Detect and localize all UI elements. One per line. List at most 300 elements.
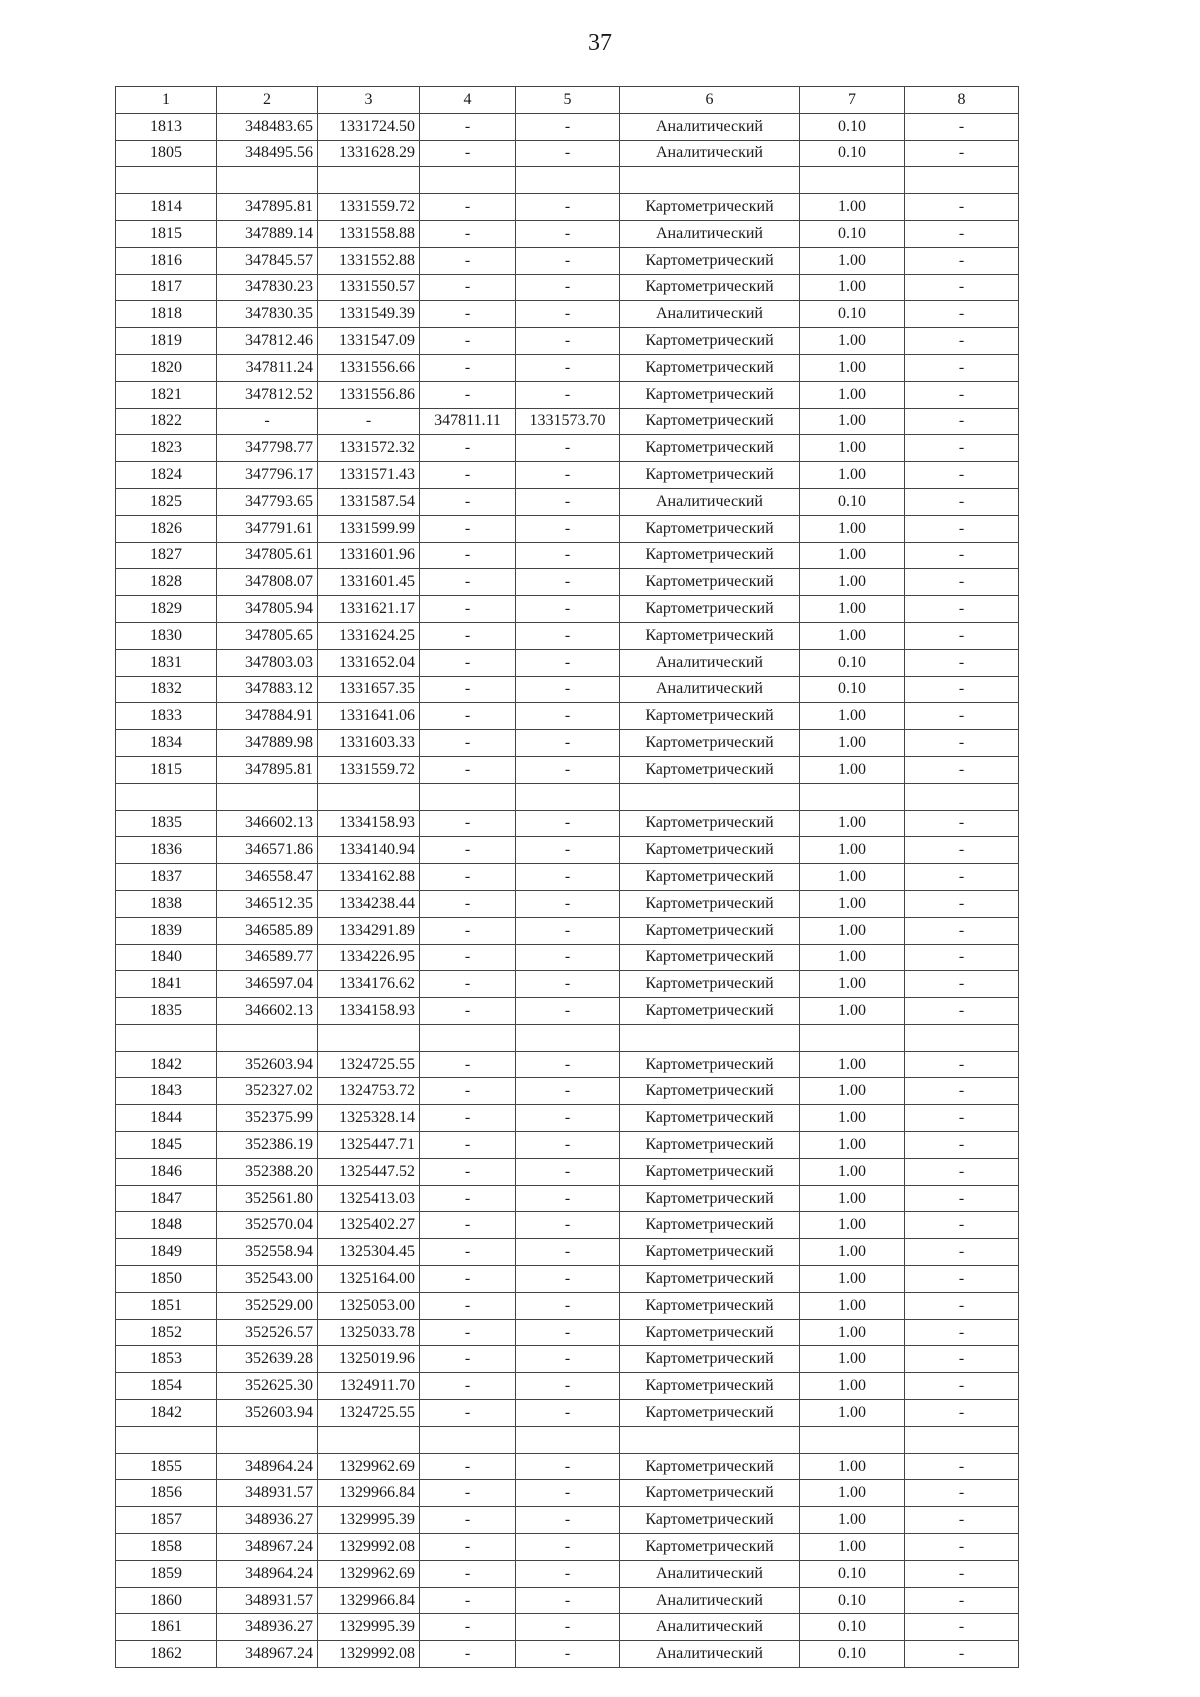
table-cell-col-1: 1853: [116, 1346, 217, 1373]
table-cell-col-7: 1.00: [800, 408, 905, 435]
table-cell-col-3: 1324725.55: [318, 1400, 420, 1427]
table-cell-col-7: 1.00: [800, 756, 905, 783]
table-row: [116, 864, 1019, 891]
table-cell-col-8: -: [905, 1587, 1019, 1614]
table-cell-col-6: Картометрический: [620, 730, 800, 757]
table-cell-col-2: 347884.91: [217, 703, 318, 730]
table-cell-col-6: Аналитический: [620, 301, 800, 328]
table-cell-col-8: -: [905, 1051, 1019, 1078]
table-cell-col-3: 1334238.44: [318, 890, 420, 917]
table-cell-col-3: 1334226.95: [318, 944, 420, 971]
table-cell-col-8: -: [905, 1614, 1019, 1641]
table-cell-col-4: -: [420, 1185, 516, 1212]
table-cell-col-8: -: [905, 140, 1019, 167]
table-cell-col-2: 352625.30: [217, 1373, 318, 1400]
table-cell-col-1: 1852: [116, 1319, 217, 1346]
table-cell-col-6: Аналитический: [620, 220, 800, 247]
table-row: [116, 194, 1019, 221]
table-separator-row: [116, 1426, 1019, 1453]
table-cell-col-5: -: [516, 301, 620, 328]
table-row: [116, 301, 1019, 328]
table-cell-col-7: 1.00: [800, 569, 905, 596]
table-cell-col-8: -: [905, 998, 1019, 1025]
table-cell-col-7: 1.00: [800, 810, 905, 837]
table-cell-col-3: 1334291.89: [318, 917, 420, 944]
table-cell-col-3: 1334162.88: [318, 864, 420, 891]
table-cell-col-1: 1850: [116, 1266, 217, 1293]
table-cell-col-1: 1856: [116, 1480, 217, 1507]
table-cell-col-8: -: [905, 408, 1019, 435]
table-cell-col-3: 1325328.14: [318, 1105, 420, 1132]
table-cell-col-8: -: [905, 810, 1019, 837]
table-cell-col-3: 1325447.52: [318, 1158, 420, 1185]
table-cell-col-1: 1819: [116, 328, 217, 355]
table-cell-col-2: 346585.89: [217, 917, 318, 944]
coordinates-table: [115, 86, 1019, 1668]
table-cell-col-8: -: [905, 1534, 1019, 1561]
table-cell-col-4: -: [420, 1560, 516, 1587]
table-cell-col-6: Картометрический: [620, 703, 800, 730]
table-cell-col-7: 1.00: [800, 354, 905, 381]
table-cell-col-4: -: [420, 756, 516, 783]
table-cell-col-4: -: [420, 354, 516, 381]
table-cell-col-7: 1.00: [800, 1239, 905, 1266]
table-cell-col-3: 1329992.08: [318, 1534, 420, 1561]
table-separator-row: [116, 783, 1019, 810]
table-cell-col-5: -: [516, 596, 620, 623]
table-cell-col-3: 1331556.86: [318, 381, 420, 408]
table-cell-col-1: 1833: [116, 703, 217, 730]
table-row: [116, 971, 1019, 998]
table-cell-col-2: 347796.17: [217, 462, 318, 489]
table-cell-col-7: [800, 167, 905, 194]
table-cell-col-5: -: [516, 730, 620, 757]
table-row: [116, 649, 1019, 676]
table-cell-col-8: -: [905, 381, 1019, 408]
table-cell-col-7: 0.10: [800, 1641, 905, 1668]
table-cell-col-8: -: [905, 1453, 1019, 1480]
table-cell-col-4: -: [420, 1266, 516, 1293]
table-cell-col-8: -: [905, 1158, 1019, 1185]
table-cell-col-1: 1837: [116, 864, 217, 891]
table-cell-col-2: 347812.52: [217, 381, 318, 408]
table-cell-col-3: 1324911.70: [318, 1373, 420, 1400]
table-cell-col-1: 1805: [116, 140, 217, 167]
table-cell-col-7: 1.00: [800, 328, 905, 355]
table-cell-col-7: 0.10: [800, 676, 905, 703]
table-cell-col-4: -: [420, 1051, 516, 1078]
table-cell-col-6: Картометрический: [620, 971, 800, 998]
table-cell-col-6: Картометрический: [620, 1185, 800, 1212]
table-row: [116, 1507, 1019, 1534]
table-cell-col-4: -: [420, 542, 516, 569]
table-cell-col-5: -: [516, 274, 620, 301]
table-cell-col-1: 1844: [116, 1105, 217, 1132]
table-cell-col-6: Картометрический: [620, 810, 800, 837]
table-cell-col-6: Картометрический: [620, 542, 800, 569]
table-cell-col-8: -: [905, 328, 1019, 355]
table-cell-col-3: 1325402.27: [318, 1212, 420, 1239]
table-cell-col-2: 347895.81: [217, 756, 318, 783]
table-row: [116, 274, 1019, 301]
table-cell-col-7: [800, 1426, 905, 1453]
table-cell-col-8: -: [905, 1239, 1019, 1266]
table-cell-col-5: -: [516, 1239, 620, 1266]
table-cell-col-4: [420, 1024, 516, 1051]
table-cell-col-1: 1828: [116, 569, 217, 596]
table-cell-col-3: 1334140.94: [318, 837, 420, 864]
table-cell-col-4: -: [420, 1158, 516, 1185]
table-row: [116, 1078, 1019, 1105]
table-cell-col-6: Картометрический: [620, 1453, 800, 1480]
table-cell-col-3: 1324753.72: [318, 1078, 420, 1105]
table-cell-col-6: [620, 1426, 800, 1453]
table-cell-col-4: -: [420, 515, 516, 542]
table-cell-col-5: 1331573.70: [516, 408, 620, 435]
table-row: [116, 730, 1019, 757]
table-cell-col-4: -: [420, 944, 516, 971]
table-cell-col-7: 0.10: [800, 1560, 905, 1587]
table-cell-col-2: 348967.24: [217, 1641, 318, 1668]
table-row: [116, 1051, 1019, 1078]
table-cell-col-7: 1.00: [800, 1105, 905, 1132]
table-cell-col-5: -: [516, 1158, 620, 1185]
table-cell-col-7: 0.10: [800, 140, 905, 167]
table-cell-col-3: 1329962.69: [318, 1453, 420, 1480]
table-cell-col-2: 347812.46: [217, 328, 318, 355]
table-cell-col-5: -: [516, 864, 620, 891]
table-cell-col-6: Картометрический: [620, 408, 800, 435]
table-cell-col-4: -: [420, 703, 516, 730]
table-cell-col-8: -: [905, 569, 1019, 596]
table-cell-col-3: 1331624.25: [318, 622, 420, 649]
table-cell-col-1: [116, 783, 217, 810]
table-cell-col-7: 1.00: [800, 1319, 905, 1346]
table-cell-col-5: [516, 167, 620, 194]
table-cell-col-8: -: [905, 1346, 1019, 1373]
table-cell-col-1: 1846: [116, 1158, 217, 1185]
table-cell-col-5: -: [516, 542, 620, 569]
table-cell-col-8: -: [905, 890, 1019, 917]
table-cell-col-2: 347811.24: [217, 354, 318, 381]
table-cell-col-5: -: [516, 837, 620, 864]
table-cell-col-6: Картометрический: [620, 462, 800, 489]
table-cell-col-6: Картометрический: [620, 622, 800, 649]
table-cell-col-3: 1329995.39: [318, 1614, 420, 1641]
table-cell-col-4: [420, 167, 516, 194]
table-cell-col-5: -: [516, 381, 620, 408]
table-cell-col-5: -: [516, 1319, 620, 1346]
table-cell-col-2: 347803.03: [217, 649, 318, 676]
table-cell-col-6: Картометрический: [620, 1239, 800, 1266]
table-cell-col-2: 348964.24: [217, 1453, 318, 1480]
table-row: [116, 569, 1019, 596]
table-cell-col-8: -: [905, 1560, 1019, 1587]
column-header-7: 7: [800, 87, 905, 114]
table-cell-col-3: -: [318, 408, 420, 435]
page-number: 37: [588, 30, 612, 56]
table-cell-col-8: -: [905, 703, 1019, 730]
table-cell-col-3: 1331657.35: [318, 676, 420, 703]
table-cell-col-4: -: [420, 1105, 516, 1132]
table-cell-col-1: 1835: [116, 998, 217, 1025]
table-row: [116, 1292, 1019, 1319]
table-row: [116, 354, 1019, 381]
table-cell-col-6: Картометрический: [620, 1132, 800, 1159]
table-cell-col-8: -: [905, 1132, 1019, 1159]
table-cell-col-7: [800, 1024, 905, 1051]
table-cell-col-5: -: [516, 354, 620, 381]
table-row: [116, 998, 1019, 1025]
table-cell-col-8: [905, 783, 1019, 810]
table-cell-col-2: 347805.94: [217, 596, 318, 623]
table-cell-col-7: 1.00: [800, 515, 905, 542]
table-cell-col-6: Аналитический: [620, 649, 800, 676]
table-cell-col-6: [620, 783, 800, 810]
table-cell-col-6: Аналитический: [620, 140, 800, 167]
table-cell-col-3: 1334158.93: [318, 810, 420, 837]
table-cell-col-4: -: [420, 301, 516, 328]
table-cell-col-8: -: [905, 917, 1019, 944]
table-cell-col-7: 1.00: [800, 1400, 905, 1427]
column-header-8: 8: [905, 87, 1019, 114]
table-cell-col-8: -: [905, 1292, 1019, 1319]
table-row: [116, 703, 1019, 730]
table-cell-col-7: 0.10: [800, 301, 905, 328]
table-cell-col-2: 346602.13: [217, 810, 318, 837]
table-cell-col-2: 348495.56: [217, 140, 318, 167]
table-cell-col-7: 1.00: [800, 1480, 905, 1507]
table-cell-col-3: 1331603.33: [318, 730, 420, 757]
table-row: [116, 1212, 1019, 1239]
table-cell-col-4: -: [420, 837, 516, 864]
table-cell-col-3: 1329966.84: [318, 1587, 420, 1614]
table-cell-col-5: -: [516, 1560, 620, 1587]
table-row: [116, 1560, 1019, 1587]
table-cell-col-2: 347883.12: [217, 676, 318, 703]
table-row: [116, 1587, 1019, 1614]
table-cell-col-5: -: [516, 194, 620, 221]
table-cell-col-1: 1829: [116, 596, 217, 623]
table-cell-col-8: -: [905, 756, 1019, 783]
table-cell-col-3: 1331599.99: [318, 515, 420, 542]
table-cell-col-6: Картометрический: [620, 1078, 800, 1105]
table-cell-col-7: 1.00: [800, 1158, 905, 1185]
table-cell-col-7: 1.00: [800, 435, 905, 462]
table-cell-col-5: -: [516, 1534, 620, 1561]
table-cell-col-5: -: [516, 1373, 620, 1400]
table-cell-col-6: Картометрический: [620, 1212, 800, 1239]
table-cell-col-2: 347793.65: [217, 488, 318, 515]
table-cell-col-4: -: [420, 1587, 516, 1614]
table-cell-col-4: -: [420, 247, 516, 274]
table-cell-col-6: Картометрический: [620, 1400, 800, 1427]
table-row: [116, 944, 1019, 971]
table-cell-col-5: -: [516, 1614, 620, 1641]
table-row: [116, 1641, 1019, 1668]
table-cell-col-5: -: [516, 810, 620, 837]
table-cell-col-2: 348936.27: [217, 1614, 318, 1641]
table-cell-col-4: -: [420, 140, 516, 167]
table-cell-col-5: -: [516, 113, 620, 140]
table-cell-col-1: 1814: [116, 194, 217, 221]
table-cell-col-1: 1815: [116, 756, 217, 783]
table-cell-col-3: 1329992.08: [318, 1641, 420, 1668]
table-row: [116, 1400, 1019, 1427]
table-cell-col-8: -: [905, 1212, 1019, 1239]
table-cell-col-6: Картометрический: [620, 1292, 800, 1319]
table-cell-col-3: 1325033.78: [318, 1319, 420, 1346]
table-cell-col-1: 1848: [116, 1212, 217, 1239]
table-cell-col-7: 1.00: [800, 596, 905, 623]
table-cell-col-4: -: [420, 1319, 516, 1346]
table-cell-col-8: -: [905, 971, 1019, 998]
table-cell-col-5: [516, 783, 620, 810]
table-cell-col-7: 1.00: [800, 837, 905, 864]
table-cell-col-3: [318, 1426, 420, 1453]
table-cell-col-1: 1847: [116, 1185, 217, 1212]
table-cell-col-6: Картометрический: [620, 1507, 800, 1534]
table-cell-col-2: 346602.13: [217, 998, 318, 1025]
table-cell-col-3: 1331549.39: [318, 301, 420, 328]
table-cell-col-1: [116, 1024, 217, 1051]
table-cell-col-4: -: [420, 1292, 516, 1319]
table-cell-col-4: -: [420, 1453, 516, 1480]
table-cell-col-8: -: [905, 488, 1019, 515]
table-cell-col-1: 1860: [116, 1587, 217, 1614]
table-cell-col-2: 347808.07: [217, 569, 318, 596]
table-cell-col-1: 1851: [116, 1292, 217, 1319]
table-cell-col-8: -: [905, 515, 1019, 542]
table-cell-col-4: -: [420, 220, 516, 247]
table-row: [116, 1480, 1019, 1507]
table-cell-col-7: 1.00: [800, 971, 905, 998]
table-cell-col-1: 1842: [116, 1051, 217, 1078]
table-cell-col-7: 1.00: [800, 462, 905, 489]
table-cell-col-5: -: [516, 1266, 620, 1293]
table-cell-col-1: 1845: [116, 1132, 217, 1159]
table-cell-col-7: 1.00: [800, 703, 905, 730]
table-cell-col-2: 347798.77: [217, 435, 318, 462]
table-cell-col-4: -: [420, 113, 516, 140]
table-cell-col-2: 352526.57: [217, 1319, 318, 1346]
table-cell-col-2: 347830.35: [217, 301, 318, 328]
table-cell-col-1: 1825: [116, 488, 217, 515]
column-header-3: 3: [318, 87, 420, 114]
table-cell-col-6: Картометрический: [620, 515, 800, 542]
table-cell-col-1: 1813: [116, 113, 217, 140]
table-cell-col-4: -: [420, 890, 516, 917]
table-cell-col-8: -: [905, 274, 1019, 301]
table-cell-col-5: -: [516, 1346, 620, 1373]
table-cell-col-6: Аналитический: [620, 113, 800, 140]
table-cell-col-2: 352561.80: [217, 1185, 318, 1212]
table-cell-col-5: -: [516, 703, 620, 730]
table-cell-col-8: -: [905, 462, 1019, 489]
table-cell-col-6: Картометрический: [620, 328, 800, 355]
table-cell-col-3: 1325164.00: [318, 1266, 420, 1293]
table-cell-col-1: 1838: [116, 890, 217, 917]
table-cell-col-6: Аналитический: [620, 1614, 800, 1641]
table-row: [116, 1239, 1019, 1266]
table-cell-col-8: -: [905, 1507, 1019, 1534]
table-cell-col-4: -: [420, 274, 516, 301]
table-cell-col-3: 1331571.43: [318, 462, 420, 489]
table-cell-col-2: 347889.98: [217, 730, 318, 757]
table-cell-col-4: -: [420, 1346, 516, 1373]
table-cell-col-1: 1816: [116, 247, 217, 274]
table-cell-col-4: -: [420, 1534, 516, 1561]
table-cell-col-1: 1824: [116, 462, 217, 489]
table-cell-col-7: 0.10: [800, 488, 905, 515]
table-cell-col-3: 1325019.96: [318, 1346, 420, 1373]
table-row: [116, 756, 1019, 783]
table-cell-col-2: 347895.81: [217, 194, 318, 221]
table-cell-col-3: 1331724.50: [318, 113, 420, 140]
table-cell-col-2: 348483.65: [217, 113, 318, 140]
table-row: [116, 1346, 1019, 1373]
table-cell-col-8: -: [905, 1266, 1019, 1293]
table-cell-col-3: [318, 1024, 420, 1051]
table-cell-col-4: -: [420, 1400, 516, 1427]
table-header-row: [116, 87, 1019, 114]
table-cell-col-5: -: [516, 435, 620, 462]
table-cell-col-1: 1841: [116, 971, 217, 998]
table-cell-col-4: [420, 783, 516, 810]
table-cell-col-1: 1826: [116, 515, 217, 542]
table-cell-col-6: Картометрический: [620, 569, 800, 596]
table-cell-col-3: 1331601.96: [318, 542, 420, 569]
table-cell-col-2: 346571.86: [217, 837, 318, 864]
table-cell-col-1: 1854: [116, 1373, 217, 1400]
table-cell-col-4: -: [420, 622, 516, 649]
table-cell-col-5: -: [516, 1587, 620, 1614]
table-cell-col-7: 1.00: [800, 864, 905, 891]
table-cell-col-6: Картометрический: [620, 998, 800, 1025]
table-cell-col-3: [318, 167, 420, 194]
table-row: [116, 676, 1019, 703]
table-cell-col-6: Аналитический: [620, 676, 800, 703]
table-cell-col-2: 348964.24: [217, 1560, 318, 1587]
table-cell-col-3: 1334176.62: [318, 971, 420, 998]
table-row: [116, 837, 1019, 864]
table-row: [116, 1534, 1019, 1561]
table-row: [116, 596, 1019, 623]
table-cell-col-1: 1858: [116, 1534, 217, 1561]
table-cell-col-4: -: [420, 569, 516, 596]
table-cell-col-5: -: [516, 328, 620, 355]
table-cell-col-2: [217, 1024, 318, 1051]
table-cell-col-8: -: [905, 194, 1019, 221]
table-cell-col-5: -: [516, 247, 620, 274]
table-cell-col-5: -: [516, 220, 620, 247]
table-cell-col-6: [620, 167, 800, 194]
table-row: [116, 220, 1019, 247]
table-cell-col-2: 352388.20: [217, 1158, 318, 1185]
table-cell-col-2: 348936.27: [217, 1507, 318, 1534]
table-cell-col-6: Картометрический: [620, 756, 800, 783]
table-cell-col-2: [217, 167, 318, 194]
table-row: [116, 488, 1019, 515]
table-cell-col-8: [905, 167, 1019, 194]
table-cell-col-4: -: [420, 194, 516, 221]
table-cell-col-3: 1329966.84: [318, 1480, 420, 1507]
table-cell-col-8: -: [905, 1105, 1019, 1132]
table-cell-col-8: [905, 1426, 1019, 1453]
table-cell-col-6: Картометрический: [620, 381, 800, 408]
table-cell-col-7: 1.00: [800, 1346, 905, 1373]
table-cell-col-1: 1835: [116, 810, 217, 837]
